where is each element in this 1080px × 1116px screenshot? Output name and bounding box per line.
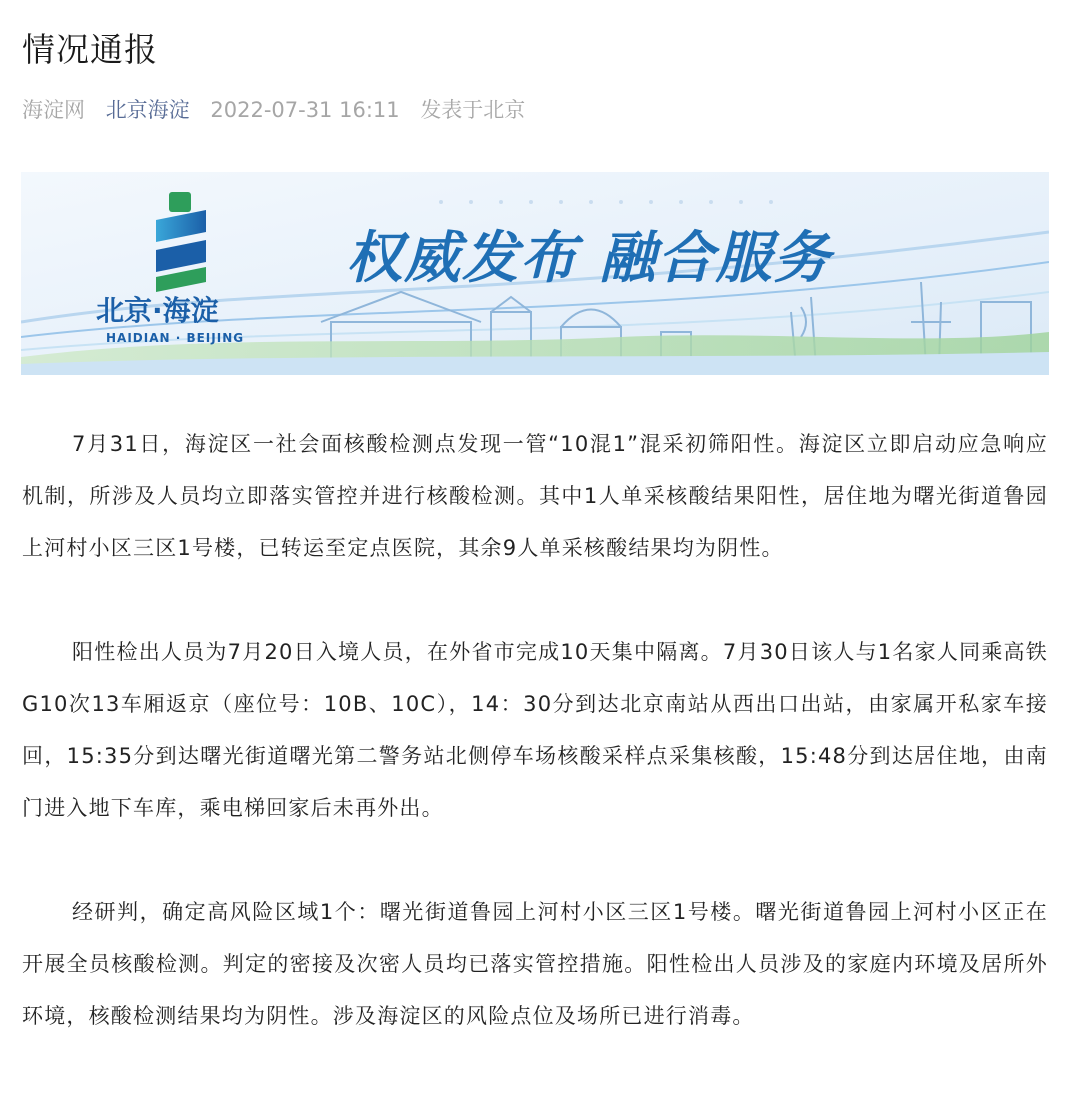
article-paragraph-1: 7月31日，海淀区一社会面核酸检测点发现一管“10混1”混采初筛阳性。海淀区立即启动应急响应机制，所涉及人员均立即落实管控并进行核酸检测。其中1人单采核酸结果阳性，居住地为曙光街道鲁园上河村小区三区1号楼，已转运至定点医院，其余9人单采核酸结果均为阴性。 (22, 432, 1048, 560)
account-link[interactable]: 北京海淀 (105, 98, 190, 122)
publish-datetime: 2022-07-31 16:11 (210, 98, 400, 122)
logo-text-cn: 北京·海淀 (96, 294, 219, 327)
publish-location: 发表于北京 (420, 98, 526, 122)
banner-slogan: 权威发布 融合服务 (346, 225, 832, 291)
article-body (22, 418, 1048, 1094)
header-banner (21, 172, 1049, 375)
article-paragraph-3: 经研判，确定高风险区域1个：曙光街道鲁园上河村小区三区1号楼。曙光街道鲁园上河村小区正在开展全员核酸检测。判定的密接及次密人员均已落实管控措施。阳性检出人员涉及的家庭内环境及居所外环境，核酸检测结果均为阴性。涉及海淀区的风险点位及场所已进行消毒。 (22, 900, 1048, 1028)
article-title: 情况通报 (22, 30, 158, 69)
logo-text-en: HAIDIAN · BEIJING (106, 331, 245, 345)
source-label: 海淀网 (22, 98, 85, 122)
article-meta (22, 94, 539, 124)
article-paragraph-2: 阳性检出人员为7月20日入境人员，在外省市完成10天集中隔离。7月30日该人与1名家人同乘高铁G10次13车厢返京（座位号：10B、10C），14：30分到达北京南站从西出口出站，由家属开私家车接回，15:35分到达曙光街道曙光第二警务站北侧停车场核酸采样点采集核酸，15:48分到达居住地，由南门进入地下车库，乘电梯回家后未再外出。 (22, 640, 1048, 820)
